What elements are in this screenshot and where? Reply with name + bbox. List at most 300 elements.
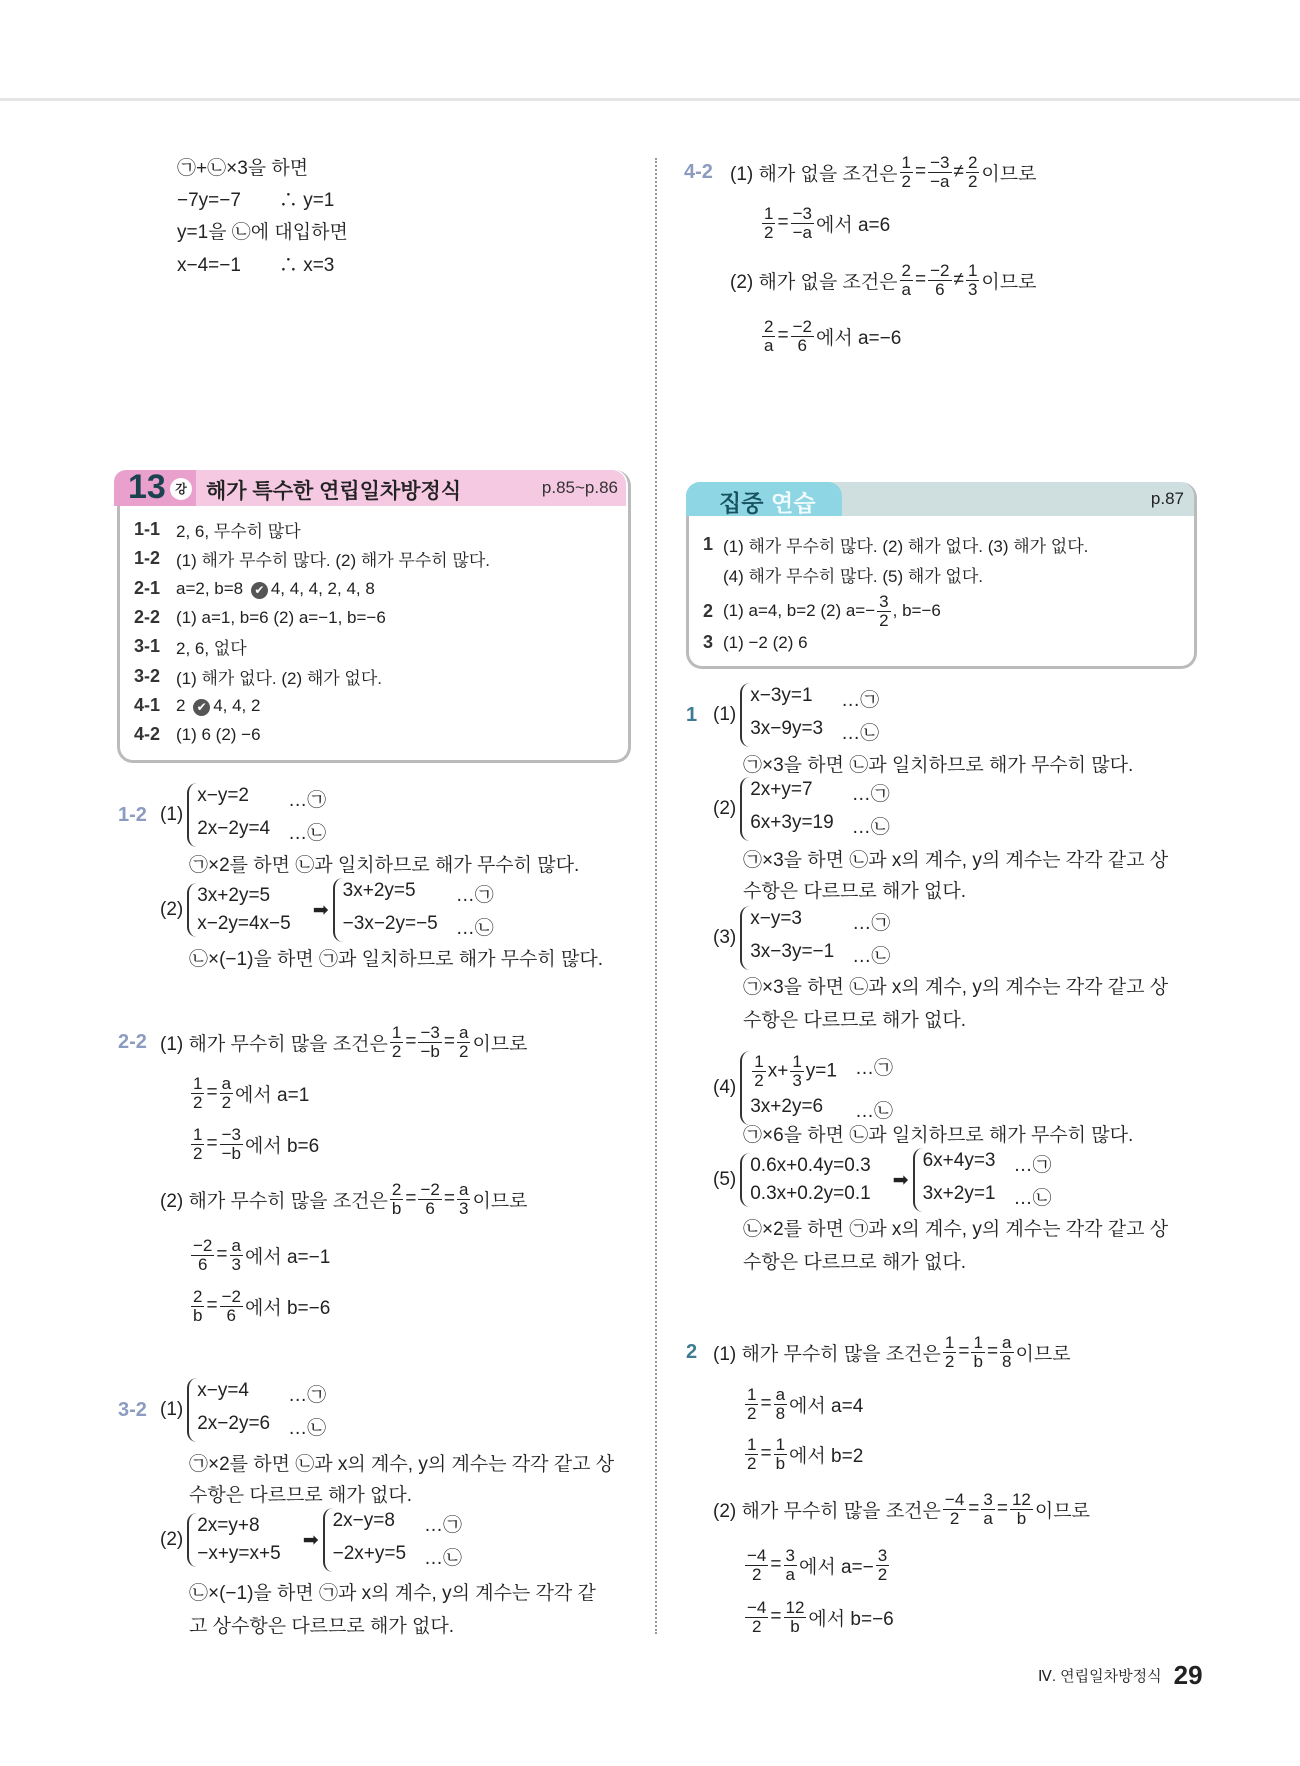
header-rule [0, 98, 1300, 101]
fraction [900, 154, 913, 191]
fraction [390, 1181, 403, 1218]
text-run: a=2, b=8 [176, 578, 248, 598]
text-run: ➡ [892, 1169, 909, 1191]
text-run: −x+y=x+5 [197, 1543, 281, 1564]
text-run: (1) [713, 704, 737, 725]
fraction [457, 1181, 470, 1218]
item-text [723, 562, 983, 587]
answer-item [703, 592, 941, 630]
text-run: = [405, 1188, 417, 1209]
numerator: −2 [193, 1235, 213, 1255]
text-run: 3x+2y=6 [750, 1096, 824, 1117]
numerator: 2 [967, 152, 978, 172]
fraction [191, 1126, 204, 1163]
equation [750, 908, 834, 935]
solution-line [743, 1432, 863, 1476]
text-run: (2) [713, 798, 737, 819]
denominator: 2 [747, 1403, 757, 1423]
text-run: x+ [767, 1060, 789, 1082]
solution-line [760, 201, 890, 245]
equation-tag: …㉠ [288, 790, 327, 811]
problem-label: 2 [686, 1340, 698, 1363]
lesson-answer-box [117, 470, 631, 763]
denominator: 2 [751, 1564, 762, 1584]
fraction [220, 1075, 233, 1112]
item-label: 3 [703, 632, 714, 652]
equation-tag: …㉡ [424, 1548, 463, 1569]
text-run: 6x+4y=3 [922, 1150, 996, 1171]
denominator: 2 [901, 171, 912, 191]
fraction [928, 154, 951, 191]
practice-tab [686, 482, 842, 516]
text-run: (1) [160, 1399, 184, 1420]
numerator: 3 [983, 1489, 993, 1509]
text-run: 2x−2y=4 [197, 818, 271, 839]
equation [333, 1510, 406, 1537]
denominator: a [764, 335, 774, 355]
equation-tag: …㉠ [1013, 1155, 1052, 1176]
text-run: x−y=3 [750, 908, 802, 929]
item-text [723, 633, 808, 653]
lesson-title: 해가 특수한 연립일차방정식 [206, 480, 462, 503]
denominator: b [775, 1453, 786, 1473]
text-run: 3x−3y=−1 [750, 941, 835, 962]
denominator: a [983, 1508, 993, 1528]
denominator: −a [930, 171, 950, 191]
fraction [943, 1334, 956, 1371]
fraction [762, 205, 775, 242]
denominator: 2 [751, 1616, 762, 1636]
equation-tag: …㉡ [841, 723, 880, 744]
problem-label: 3-2 [118, 1398, 147, 1421]
lesson-badge: 강 [170, 478, 192, 500]
text-run: (1) 해가 무수히 많다. (2) 해가 무수히 많다. [176, 551, 490, 570]
fraction [191, 1075, 204, 1112]
answer-item [134, 632, 247, 661]
text-run: 0.3x+0.2y=0.1 [750, 1183, 871, 1204]
column-divider [655, 158, 657, 1634]
text-run: (2) [160, 899, 184, 920]
solution-line [177, 241, 334, 285]
fraction [418, 1024, 441, 1061]
text-run: 고 상수항은 다르므로 해가 없다. [189, 1615, 454, 1637]
text-run: ≠ [953, 161, 964, 182]
text-run: 2, 6, 없다 [176, 639, 247, 658]
text-run: 2x−2y=6 [197, 1413, 271, 1434]
numerator: −2 [930, 260, 950, 280]
check-icon: ✔ [251, 582, 268, 599]
equation-system [187, 883, 309, 937]
item-label: 3-1 [134, 636, 161, 656]
fraction [191, 1237, 214, 1274]
fraction [762, 318, 775, 355]
equation-system [740, 1153, 888, 1207]
text-run: = [405, 1031, 417, 1052]
text-run: , b=−6 [892, 600, 941, 620]
text-run: x−2y=4x−5 [197, 913, 291, 934]
text-run: 3x−9y=3 [750, 718, 824, 739]
solution-line [743, 1382, 863, 1426]
text-run: 3x+2y=5 [342, 880, 416, 901]
numerator: −4 [944, 1489, 965, 1509]
numerator: −3 [420, 1022, 440, 1042]
equation [750, 1155, 870, 1177]
equation-tag: …㉡ [455, 918, 494, 939]
solution-line [760, 314, 901, 358]
text-run: (4) [713, 1077, 737, 1098]
text-run: = [443, 1188, 455, 1209]
problem-label: 4-2 [684, 160, 713, 183]
numerator: 3 [785, 1545, 795, 1565]
numerator: −2 [792, 316, 812, 336]
numerator: 2 [193, 1286, 203, 1306]
numerator: −2 [221, 1286, 241, 1306]
text-run: 2, 6, 무수히 많다 [176, 522, 301, 541]
denominator: b [391, 1198, 402, 1218]
equation [197, 1515, 280, 1537]
numerator: a [775, 1384, 786, 1404]
item-text [176, 664, 382, 689]
text-run: 에서 a=6 [815, 214, 891, 236]
numerator: −3 [930, 152, 950, 172]
fraction [791, 205, 814, 242]
item-label: 1-2 [134, 548, 161, 568]
answer-item [703, 530, 1088, 559]
denominator: 6 [197, 1254, 208, 1274]
item-text [176, 579, 375, 599]
equation [750, 779, 833, 806]
text-run: y=1 [805, 1060, 837, 1082]
equation [750, 685, 823, 712]
numerator: a [1002, 1332, 1012, 1352]
answer-item [134, 720, 261, 749]
equation-tag: …㉡ [854, 1101, 893, 1122]
fraction [390, 1024, 403, 1061]
denominator: b [193, 1305, 203, 1325]
solution-line [743, 1543, 891, 1587]
denominator: 2 [754, 1071, 764, 1090]
item-label: 1 [703, 534, 714, 554]
numerator: 1 [747, 1434, 757, 1454]
equation-tag: …㉠ [851, 784, 890, 805]
text-run: 에서 a=1 [235, 1084, 310, 1106]
equation-system [740, 906, 890, 970]
equation [197, 885, 291, 907]
fraction [220, 1126, 243, 1163]
problem-label: 2-2 [118, 1030, 147, 1053]
equation [343, 880, 438, 907]
denominator: 3 [231, 1254, 241, 1274]
denominator: 2 [879, 610, 889, 630]
numerator: 1 [967, 260, 978, 280]
denominator: −a [792, 222, 812, 242]
denominator: 2 [949, 1508, 960, 1528]
item-label: 2-2 [134, 607, 161, 627]
denominator: 3 [967, 279, 978, 299]
fraction [191, 1288, 204, 1325]
text-run: ㉡×(−1)을 하면 ㉠과 일치하므로 해가 무수히 많다. [189, 948, 604, 970]
denominator: 2 [193, 1143, 203, 1163]
denominator: 2 [877, 1564, 888, 1584]
equation [197, 913, 291, 935]
text-run: = [915, 269, 927, 290]
text-run: −7y=−7 ∴ y=1 [177, 189, 335, 211]
practice-title-1: 집중 [719, 490, 764, 516]
text-run: ㉠×2를 하면 ㉡과 일치하므로 해가 무수히 많다. [189, 854, 580, 876]
equation-system [333, 878, 494, 942]
text-run: = [777, 212, 789, 233]
numerator: 1 [775, 1434, 786, 1454]
numerator: −3 [221, 1124, 241, 1144]
text-run: = [777, 325, 789, 346]
item-text [176, 608, 386, 628]
lesson-number: 13 [128, 468, 166, 506]
equation [333, 1543, 406, 1570]
text-run: 0.6x+0.4y=0.3 [750, 1155, 871, 1176]
problem-label: 1 [686, 703, 698, 726]
page-range: p.85~p.86 [541, 478, 618, 497]
item-text [176, 634, 247, 659]
equation-system [187, 783, 326, 847]
numerator: 1 [193, 1073, 203, 1093]
fraction [230, 1237, 243, 1274]
text-run: = [968, 1498, 980, 1519]
item-text [176, 725, 261, 745]
text-run: 수항은 다르므로 해가 없다. [189, 1484, 413, 1506]
text-run: 4, 4, 2 [213, 695, 261, 715]
denominator: b [1016, 1508, 1027, 1528]
fraction [745, 1386, 758, 1423]
equation-tag: …㉠ [852, 913, 891, 934]
text-run: 수항은 다르므로 해가 없다. [743, 1009, 967, 1031]
text-run: (2) 해가 없을 조건은 [730, 271, 898, 293]
equation [197, 1543, 280, 1565]
equation-tag: …㉡ [288, 823, 327, 844]
text-run: = [760, 1393, 772, 1414]
text-run: = [996, 1498, 1008, 1519]
problem-label: 1-2 [118, 803, 147, 826]
numerator: a [458, 1179, 469, 1199]
item-label: 4-2 [134, 724, 161, 744]
text-run: ➡ [312, 899, 329, 921]
item-text [176, 517, 301, 542]
page-footer [1038, 1660, 1203, 1691]
denominator: 2 [193, 1092, 203, 1112]
page-number: 29 [1173, 1660, 1203, 1690]
item-label: 4-1 [134, 695, 161, 715]
fraction [966, 262, 979, 299]
text-run: (3) [713, 927, 737, 948]
denominator: b [790, 1616, 800, 1636]
solution-line [730, 150, 1036, 194]
text-run: (2) [160, 1529, 184, 1550]
numerator: −4 [747, 1597, 767, 1617]
denominator: 8 [1002, 1351, 1012, 1371]
text-run: 에서 a=−1 [244, 1246, 331, 1268]
fraction [791, 318, 814, 355]
text-run: = [760, 1443, 772, 1464]
item-text [176, 546, 490, 571]
fraction [752, 1053, 765, 1090]
item-label: 3-2 [134, 666, 161, 686]
text-run: −2x+y=5 [332, 1543, 407, 1564]
text-run: ㉡×2를 하면 ㉠과 x의 계수, y의 계수는 각각 같고 상 [743, 1218, 1169, 1240]
equation-tag: …㉠ [424, 1515, 463, 1536]
fraction [981, 1491, 994, 1528]
text-run: (1) 해가 없다. (2) 해가 없다. [176, 669, 382, 688]
numerator: 1 [792, 1052, 802, 1071]
text-run: 에서 b=2 [789, 1445, 864, 1467]
answer-item [134, 691, 260, 720]
text-run: 6x+3y=19 [750, 812, 834, 833]
equation [750, 812, 833, 839]
equation-tag: …㉡ [1013, 1188, 1052, 1209]
answer-item [134, 662, 382, 691]
text-run: 2x+y=7 [750, 779, 813, 800]
equation-system [323, 1508, 462, 1572]
text-run: (1) 해가 무수히 많을 조건은 [713, 1343, 941, 1365]
fraction [745, 1599, 768, 1636]
fraction [877, 593, 890, 630]
text-run: ㉠+㉡×3을 하면 [177, 157, 309, 179]
text-run: 2 [176, 695, 191, 715]
text-run: 2x−y=8 [332, 1510, 395, 1531]
text-run: ㉠×3을 하면 ㉡과 x의 계수, y의 계수는 각각 같고 상 [743, 849, 1169, 871]
numerator: 3 [879, 591, 889, 611]
text-run: 3x+2y=1 [922, 1183, 996, 1204]
solution-line [743, 996, 966, 1040]
text-run: ㉠×3을 하면 ㉡과 일치하므로 해가 무수히 많다. [743, 754, 1134, 776]
solution-line [189, 1602, 454, 1646]
equation-tag: …㉠ [288, 1385, 327, 1406]
text-run: (2) 해가 무수히 많을 조건은 [713, 1500, 941, 1522]
solution-line [713, 1487, 1090, 1531]
denominator: a [901, 279, 912, 299]
numerator: 3 [877, 1545, 888, 1565]
fraction [1000, 1334, 1013, 1371]
denominator: 6 [935, 279, 945, 299]
equation-tag: …㉠ [854, 1058, 893, 1079]
check-icon: ✔ [193, 699, 210, 716]
text-run: 에서 b=−6 [808, 1608, 894, 1630]
equation-tag: …㉡ [851, 817, 890, 838]
solution-line [743, 1238, 966, 1282]
solution-line [189, 1071, 309, 1115]
text-run: ㉠×6을 하면 ㉡과 일치하므로 해가 무수히 많다. [743, 1124, 1134, 1146]
denominator: 2 [967, 171, 978, 191]
denominator: 8 [775, 1403, 786, 1423]
fraction [745, 1547, 768, 1584]
fraction [220, 1288, 243, 1325]
equation-tag: …㉡ [288, 1418, 327, 1439]
fraction [966, 154, 979, 191]
denominator: 2 [944, 1351, 955, 1371]
text-run: = [206, 1295, 218, 1316]
text-run: = [958, 1341, 970, 1362]
denominator: 3 [792, 1071, 802, 1090]
practice-answer-box [686, 482, 1197, 669]
text-run: = [770, 1606, 782, 1627]
text-run: 에서 a=−6 [815, 327, 902, 349]
numerator: 2 [901, 260, 912, 280]
text-run: (4) 해가 무수히 많다. (5) 해가 없다. [723, 567, 983, 586]
solution-line [160, 1177, 528, 1221]
numerator: 1 [747, 1384, 757, 1404]
equation [197, 1380, 270, 1407]
numerator: 1 [391, 1022, 402, 1042]
text-run: (2) 해가 무수히 많을 조건은 [160, 1190, 388, 1212]
page-ref: p.87 [1150, 489, 1184, 508]
text-run: (5) [713, 1169, 737, 1190]
text-run: ≠ [953, 269, 964, 290]
text-run: (1) 해가 무수히 많다. (2) 해가 없다. (3) 해가 없다. [723, 537, 1089, 556]
denominator: 2 [391, 1041, 402, 1061]
equation [197, 785, 270, 812]
text-run: (1) 해가 무수히 많을 조건은 [160, 1033, 388, 1055]
equation [923, 1150, 996, 1177]
solution-line [189, 1233, 330, 1277]
text-run: 에서 b=−6 [244, 1297, 331, 1319]
fraction [784, 1599, 807, 1636]
item-text [723, 593, 941, 630]
numerator: 1 [944, 1332, 955, 1352]
text-run: 이므로 [1034, 1500, 1090, 1522]
numerator: 1 [901, 152, 912, 172]
text-run: ㉠×3을 하면 ㉡과 x의 계수, y의 계수는 각각 같고 상 [743, 976, 1169, 998]
fraction [971, 1334, 984, 1371]
answer-item [134, 603, 386, 632]
numerator: −2 [420, 1179, 440, 1199]
text-run: 에서 a=− [798, 1556, 874, 1578]
equation-system [187, 1378, 326, 1442]
denominator: 6 [226, 1305, 236, 1325]
denominator: 6 [425, 1198, 435, 1218]
solution-line [743, 1595, 894, 1639]
text-run: = [915, 161, 927, 182]
text-run: 이므로 [472, 1190, 528, 1212]
fraction [784, 1547, 797, 1584]
chapter-title: Ⅳ. 연립일차방정식 [1038, 1668, 1162, 1685]
fraction [790, 1053, 803, 1090]
text-run: 이므로 [1015, 1343, 1071, 1365]
solution-line [713, 1330, 1071, 1374]
text-run: 이므로 [472, 1033, 528, 1055]
equation-tag: …㉠ [841, 690, 880, 711]
denominator: b [973, 1351, 983, 1371]
text-run: = [206, 1082, 218, 1103]
numerator: 1 [764, 203, 774, 223]
item-label: 2-1 [134, 578, 161, 598]
solution-line [160, 1372, 330, 1448]
numerator: 1 [193, 1124, 203, 1144]
answer-item [134, 515, 301, 544]
text-run: ㉡×(−1)을 하면 ㉠과 x의 계수, y의 계수는 각각 같 [189, 1582, 596, 1604]
text-run: 이므로 [981, 271, 1037, 293]
equation [197, 1413, 270, 1440]
denominator: 2 [747, 1453, 757, 1473]
text-run: −3x−2y=−5 [342, 913, 438, 934]
text-run: = [206, 1133, 218, 1154]
text-run: ㉠×2를 하면 ㉡과 x의 계수, y의 계수는 각각 같고 상 [189, 1453, 615, 1475]
item-label: 2 [703, 600, 714, 621]
answer-item [703, 628, 808, 657]
denominator: 3 [458, 1198, 469, 1218]
solution-line [160, 1020, 528, 1064]
equation-system [187, 1513, 298, 1567]
text-run: y=1을 ㉡에 대입하면 [177, 221, 348, 243]
denominator: −b [420, 1041, 440, 1061]
equation-system [913, 1148, 1052, 1212]
